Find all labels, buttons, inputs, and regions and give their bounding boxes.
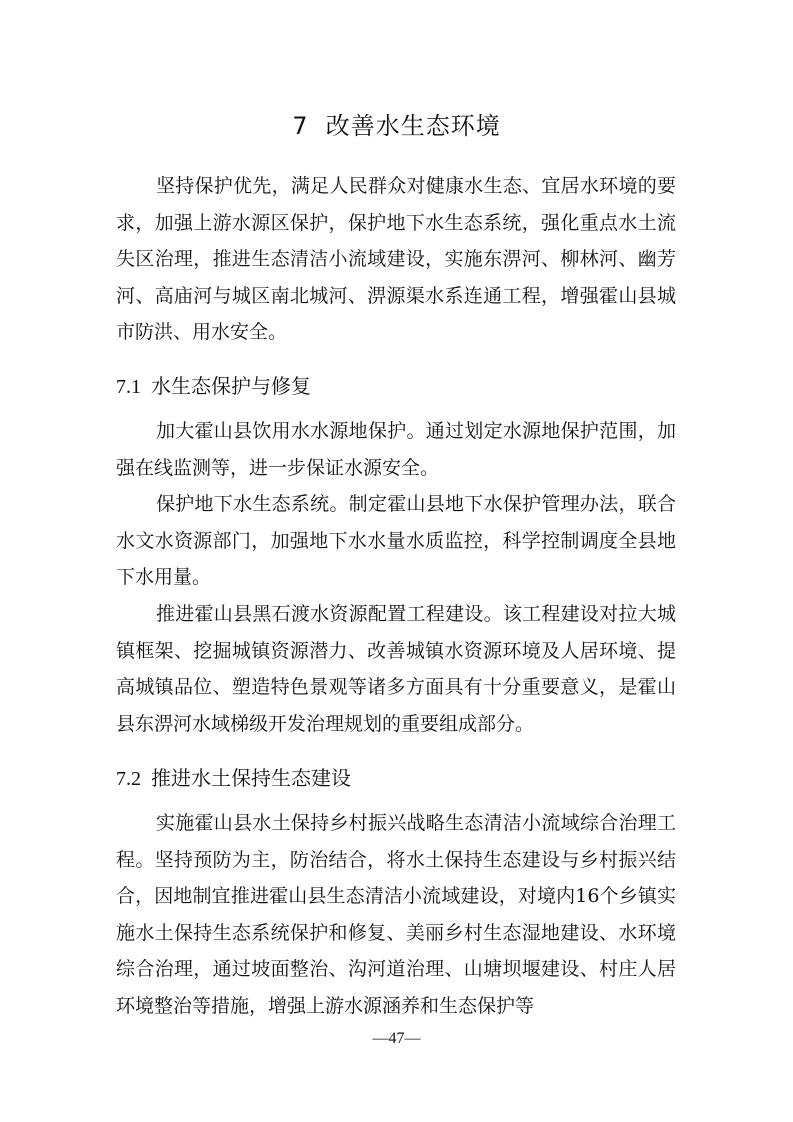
paragraph-groundwater-protection: 保护地下水生态系统。制定霍山县地下水保护管理办法，联合水文水资源部门，加强地下水水量水质监控，科学控制调度全县地下水用量。 xyxy=(116,493,676,589)
section-number: 7.1 xyxy=(116,376,141,398)
section-heading-7-1 xyxy=(116,370,676,399)
page-number: —47— xyxy=(372,1030,421,1047)
chapter-number: 7 xyxy=(292,112,309,140)
section-title-text: 水生态保护与修复 xyxy=(151,374,311,398)
chapter-title xyxy=(0,106,793,141)
section-heading-7-2 xyxy=(116,762,676,791)
section-number: 7.2 xyxy=(116,768,141,790)
paragraph-heishidu-project: 推进霍山县黑石渡水资源配置工程建设。该工程建设对拉大城镇框架、挖掘城镇资源潜力、改善城镇水资源环境及人居环境、提高城镇品位、塑造特色景观等诸多方面具有十分重要意义，是霍山县东淠河水域梯级开发治理规划的重要组成部分。 xyxy=(116,603,676,735)
section-title-text: 推进水土保持生态建设 xyxy=(151,766,351,790)
paragraph-soil-conservation: 实施霍山县水土保持乡村振兴战略生态清洁小流域综合治理工程。坚持预防为主，防治结合，将水土保持生态建设与乡村振兴结合，因地制宜推进霍山县生态清洁小流域建设，对境内16个乡镇实施水土保持生态系统保护和修复、美丽乡村生态湿地建设、水环境综合治理，通过坡面整治、沟河道治理、山塘坝堰建设、村庄人居环境整治等措施，增强上游水源涵养和生态保护等 xyxy=(116,812,676,1017)
chapter-intro-paragraph: 坚持保护优先，满足人民群众对健康水生态、宜居水环境的要求，加强上游水源区保护，保护地下水生态系统，强化重点水土流失区治理，推进生态清洁小流域建设，实施东淠河、柳林河、幽芳河、高庙河与城区南北城河、淠源渠水系连通工程，增强霍山县城市防洪、用水安全。 xyxy=(116,175,676,344)
paragraph-water-source-protection: 加大霍山县饮用水水源地保护。通过划定水源地保护范围，加强在线监测等，进一步保证水源安全。 xyxy=(116,420,676,479)
chapter-title-text: 改善水生态环境 xyxy=(325,112,501,140)
